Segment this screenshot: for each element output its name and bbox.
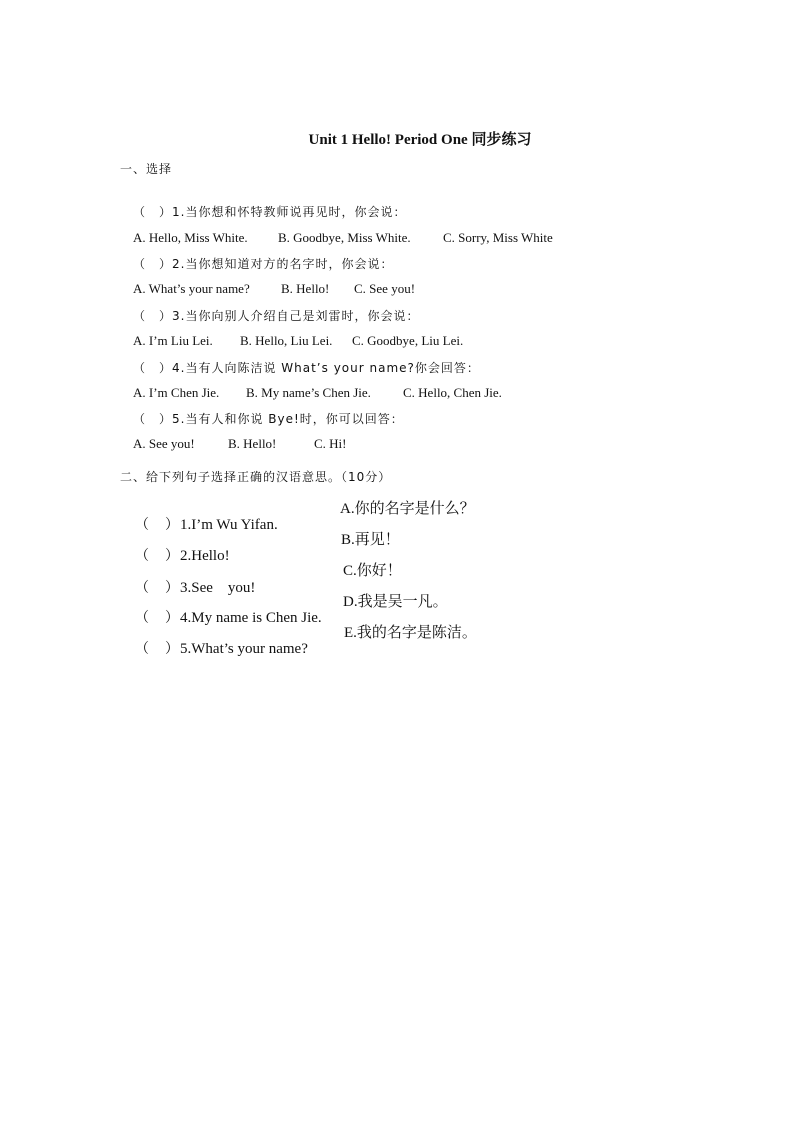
option-a: A. What’s your name?	[133, 281, 250, 296]
answer-paren[interactable]: （ ）	[133, 205, 173, 219]
match-row-5	[120, 621, 308, 675]
option-a: A. I’m Chen Jie.	[133, 385, 220, 400]
chinese-meaning-e: E.我的名字是陈洁。	[344, 625, 477, 641]
question-text: 4.当有人向陈洁说 What’s your name?你会回答：	[172, 361, 480, 375]
option-c: C. Goodbye, Liu Lei.	[352, 333, 464, 348]
question-text: 3.当你向别人介绍自己是刘雷时，你会说：	[172, 309, 420, 323]
chinese-meaning-b: B.再见！	[341, 532, 400, 548]
answer-paren[interactable]: （ ）	[135, 548, 180, 564]
option-b: B. Hello, Liu Lei.	[240, 333, 333, 348]
chinese-meaning-d: D.我是吴一凡。	[343, 594, 448, 610]
option-c: C. Sorry, Miss White	[443, 230, 553, 245]
chinese-meaning-a: A.你的名字是什么？	[340, 501, 475, 517]
question-text: 1.当你想和怀特教师说再见时，你会说：	[172, 205, 407, 219]
english-sentence: 5.What’s your name?	[180, 641, 308, 657]
answer-paren[interactable]: （ ）	[133, 309, 173, 323]
section1-heading: 一、选择	[120, 162, 173, 176]
english-sentence: 2.Hello!	[180, 548, 230, 564]
question-text: 5.当有人和你说 Bye!时，你可以回答：	[172, 412, 404, 426]
page-title: Unit 1 Hello! Period One 同步练习	[308, 132, 532, 148]
question-text: 2.当你想知道对方的名字时，你会说：	[172, 257, 394, 271]
answer-paren[interactable]: （ ）	[135, 610, 180, 626]
english-sentence: 4.My name is Chen Jie.	[180, 610, 322, 626]
option-a: A. Hello, Miss White.	[133, 230, 248, 245]
option-b: B. My name’s Chen Jie.	[246, 385, 371, 400]
option-b: B. Goodbye, Miss White.	[278, 230, 411, 245]
chinese-meaning-c: C.你好！	[343, 563, 402, 579]
option-c: C. Hello, Chen Jie.	[403, 385, 502, 400]
section2-heading: 二、给下列句子选择正确的汉语意思。（10分）	[120, 470, 392, 484]
option-c: C. See you!	[354, 281, 416, 296]
option-c: C. Hi!	[314, 436, 347, 451]
option-b: B. Hello!	[281, 281, 330, 296]
answer-paren[interactable]: （ ）	[135, 517, 180, 533]
option-b: B. Hello!	[228, 436, 277, 451]
english-sentence: 1.I’m Wu Yifan.	[180, 517, 278, 533]
answer-paren[interactable]: （ ）	[135, 580, 180, 596]
question-5-options	[120, 420, 347, 468]
english-sentence: 3.See you!	[180, 580, 256, 596]
answer-paren[interactable]: （ ）	[133, 412, 173, 426]
answer-paren[interactable]: （ ）	[133, 257, 173, 271]
answer-paren[interactable]: （ ）	[133, 361, 173, 375]
option-a: A. See you!	[133, 436, 195, 451]
answer-paren[interactable]: （ ）	[135, 641, 180, 657]
option-a: A. I’m Liu Lei.	[133, 333, 213, 348]
